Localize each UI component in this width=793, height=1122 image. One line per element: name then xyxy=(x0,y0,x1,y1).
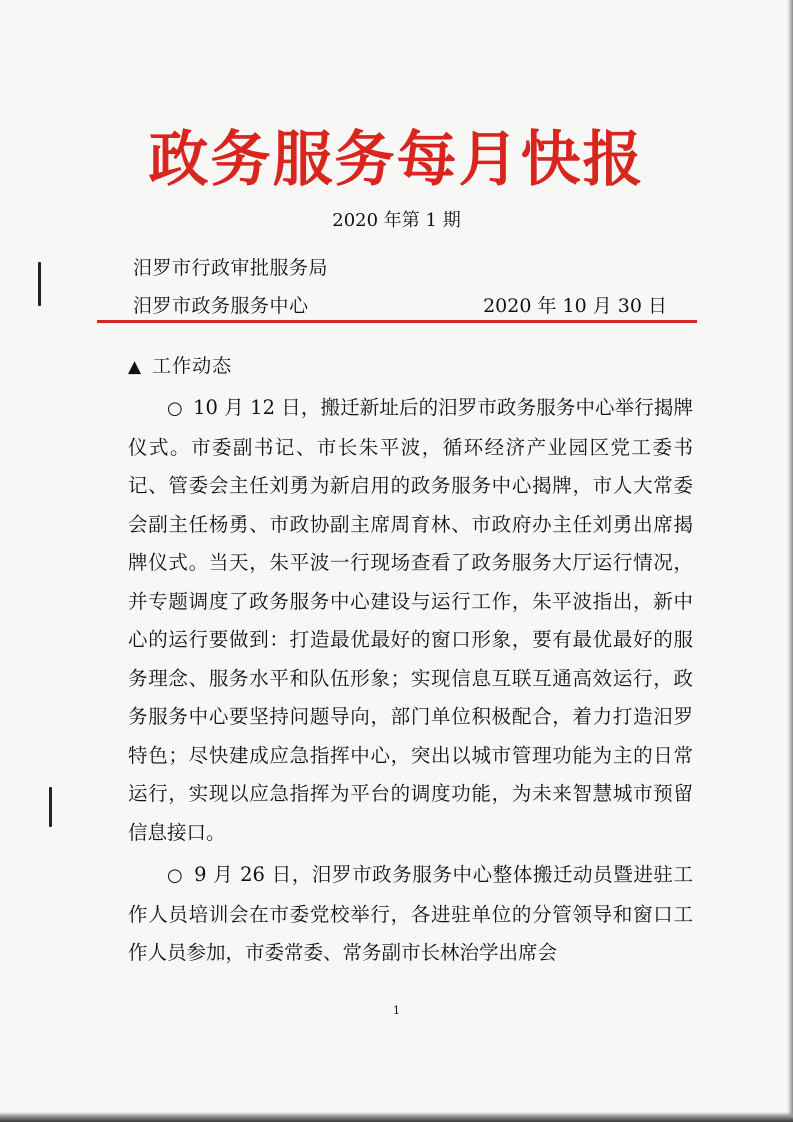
news-item xyxy=(128,856,693,973)
triangle-icon: ▲ xyxy=(128,357,143,377)
news-item xyxy=(128,389,693,852)
circle-bullet-icon: ○ xyxy=(167,398,183,419)
circle-bullet-icon: ○ xyxy=(167,865,184,886)
binding-mark-bottom xyxy=(49,787,52,827)
news-item-text: 10 月 12 日，搬迁新址后的汨罗市政务服务中心举行揭牌仪式。市委副书记、市长朱平波，循环经济产业园区党工委书记、管委会主任刘勇为新启用的政务服务中心揭牌，市人大常委会副主任杨勇、市政协副主席周育林、市政府办主任刘勇出席揭牌仪式。当天，朱平波一行现场查看了政务服务大厅运行情况，并专题调度了政务服务中心建设与运行工作，朱平波指出，新中心的运行要做到：打造最优最好的窗口形象，要有最优最好的服务理念、服务水平和队伍形象；实现信息互联互通高效运行，政务服务中心要坚持问题导向，部门单位积极配合，着力打造汨罗特色；尽快建成应急指挥中心，突出以城市管理功能为主的日常运行，实现以应急指挥为平台的调度功能，为未来智慧城市预留信息接口。 xyxy=(128,396,693,844)
issue-number: 2020 年第 1 期 xyxy=(332,210,461,231)
section-title: 工作动态 xyxy=(152,355,233,377)
issue-date: 2020 年 10 月 30 日 xyxy=(483,295,667,317)
section-heading xyxy=(128,351,232,378)
binding-mark-top xyxy=(38,262,41,306)
news-item-text: 9 月 26 日，汨罗市政务服务中心整体搬迁动员暨进驻工作人员培训会在市委党校举行，各进驻单位的分管领导和窗口工作人员参加，市委常委、常务副市长林治学出席会 xyxy=(128,863,693,964)
issuing-org-2: 汨罗市政务服务中心 xyxy=(133,295,309,317)
masthead-title: 政务服务每月快报 xyxy=(148,125,645,195)
header-divider xyxy=(97,320,697,323)
issuing-org-1: 汨罗市行政审批服务局 xyxy=(133,257,329,279)
page-number: 1 xyxy=(393,1004,400,1017)
article-body xyxy=(128,389,693,973)
scan-shadow-bottom xyxy=(0,1112,793,1122)
